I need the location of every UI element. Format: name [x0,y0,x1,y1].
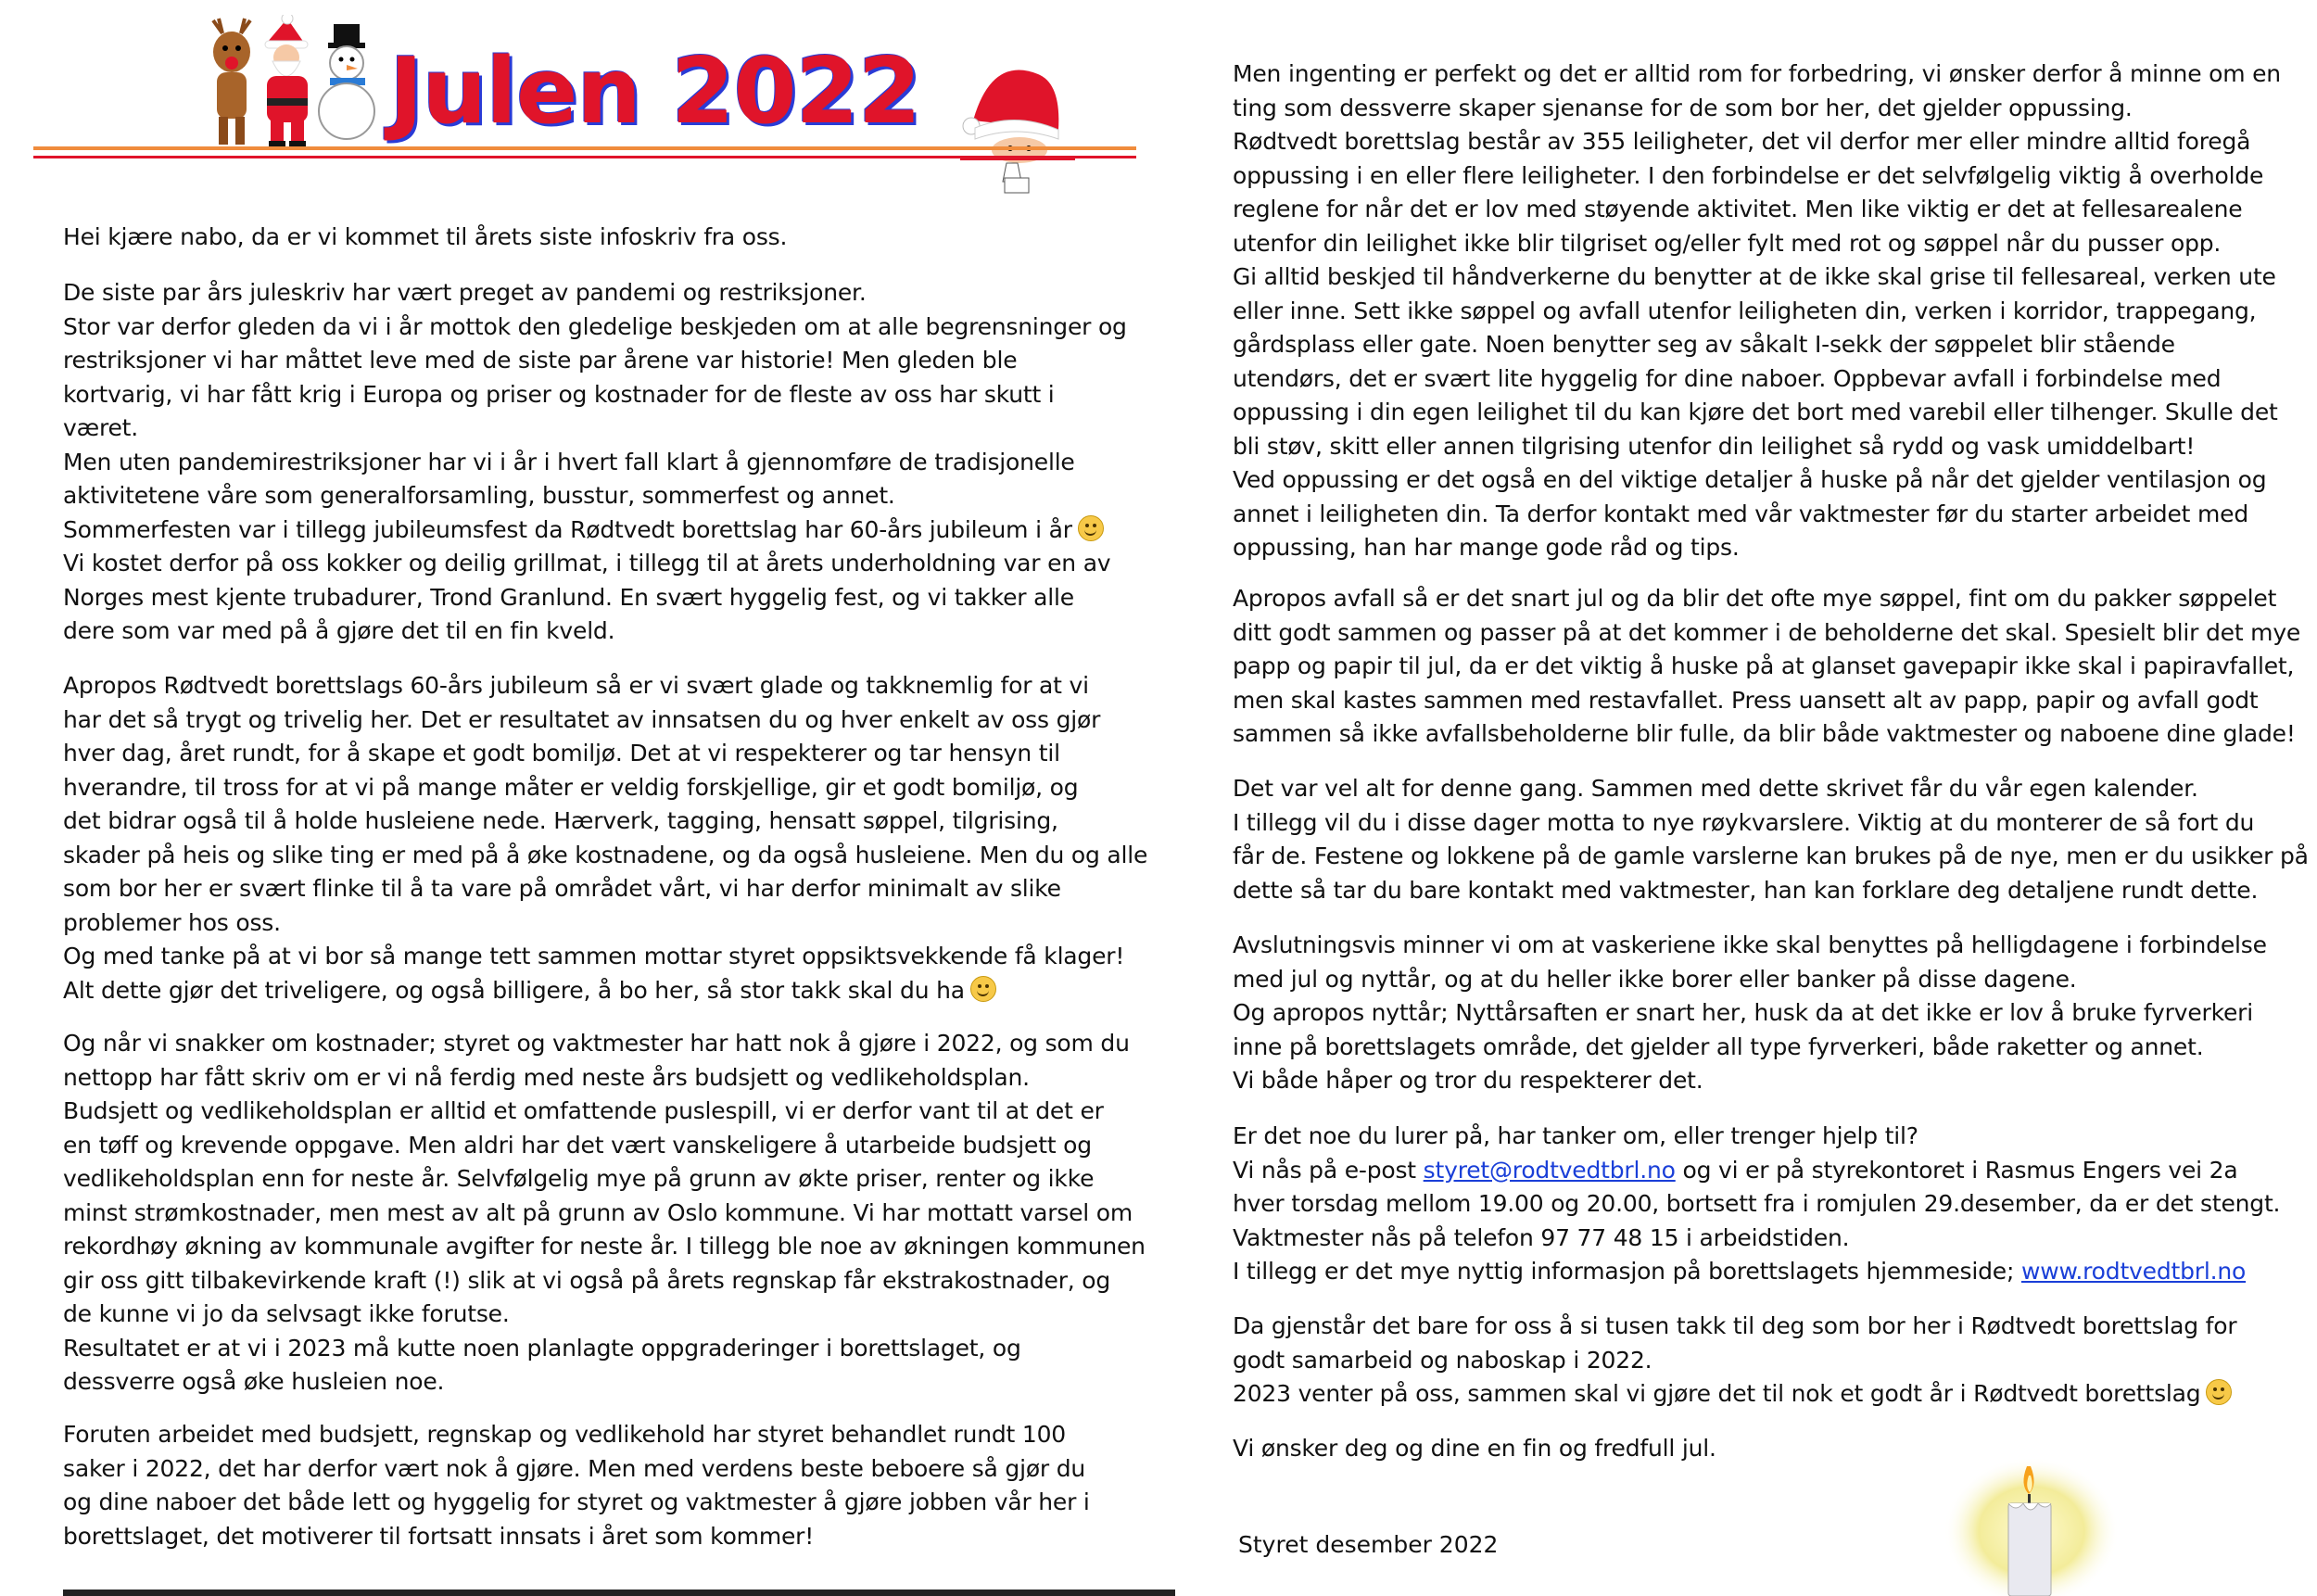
paragraph [1233,929,2267,1098]
line-text: gir oss gitt tilbakevirkende kraft (!) slik at vi også på årets regnskap får ekstrakostnader, og [63,1266,1111,1294]
line-text: de kunne vi jo da selvsagt ikke forutse. [63,1300,510,1327]
footer-rule [63,1590,1175,1596]
contact-line: Er det noe du lurer på, har tanker om, eller trenger hjelp til? [1233,1122,1918,1149]
paragraph-line [63,581,1127,615]
line-text: vedlikeholdsplan enn for neste år. Selvfølgelig mye på grunn av økte priser, renter og ikke [63,1165,1095,1192]
paragraph-line [1233,193,2281,227]
paragraph-line [1233,498,2281,532]
line-text: Vi både håper og tror du respekterer det. [1233,1067,1703,1094]
contact-text: Vi nås på e-post [1233,1156,1424,1184]
line-text: Det var vel alt for denne gang. Sammen med dette skrivet får du vår egen kalender. [1233,775,2198,802]
paragraph-line [63,344,1127,378]
paragraph-line [63,1230,1146,1264]
line-text: Alt dette gjør det triveligere, og også billigere, å bo her, så stor takk skal du ha [63,976,965,1004]
smiley-icon [970,976,996,1002]
paragraph-line [1233,717,2300,752]
line-text: Ved oppussing er det også en del viktige detaljer å huske på når det gjelder ventilasjon og [1233,466,2267,493]
closing-paragraph [1233,1310,2236,1412]
line-text: oppussing i en eller flere leiligheter. I den forbindelse er det selvfølgelig viktig å overholde [1233,161,2264,189]
paragraph-line [63,1061,1146,1096]
paragraph-line [1233,159,2281,194]
line-text: har det så trygt og trivelig her. Det er resultatet av innsatsen du og hver enkelt av oss gjør [63,705,1101,733]
line-text: Norges mest kjente trubadurer, Trond Granlund. En svært hyggelig fest, og vi takker alle [63,583,1074,611]
line-text: rekordhøy økning av kommunale avgifter for neste år. I tillegg ble noe av økningen kommunen [63,1233,1146,1260]
paragraph-line [63,1418,1090,1452]
paragraph-line [63,1520,1090,1554]
contact-line [1233,1154,2280,1188]
paragraph [1233,582,2300,752]
paragraph-line [63,1486,1090,1520]
line-text: det bidrar også til å holde husleiene nede. Hærverk, tagging, hensatt søppel, tilgrising, [63,807,1058,834]
line-text: ditt godt sammen og passer på at det kommer i de beholderne det skal. Spesielt blir det mye [1233,618,2301,646]
line-text: borettslaget, det motiverer til fortsatt innsats i året som kommer! [63,1522,815,1550]
wish-line: Vi ønsker deg og dine en fin og fredfull jul. [1233,1435,1716,1462]
paragraph-line [1233,362,2281,397]
line-text: I tillegg vil du i disse dager motta to nye røykvarslere. Viktig at du monterer de så fort du [1233,808,2255,836]
line-text: Foruten arbeidet med budsjett, regnskap og vedlikehold har styret behandlet rundt 100 [63,1421,1066,1448]
page-title: Julen 2022 [389,39,920,145]
line-text: problemer hos oss. [63,908,281,936]
line-text: oppussing, han har mange gode råd og tips. [1233,534,1740,561]
line-text: ting som dessverre skaper sjenanse for de som bor her, det gjelder oppussing. [1233,94,2133,121]
line-text: utendørs, det er svært lite hyggelig for dine naboer. Oppbevar avfall i forbindelse med [1233,364,2222,392]
header [0,0,1149,195]
line-text: og dine naboer det både lett og hyggelig for styret og vaktmester å gjøre jobben vår her i [63,1488,1090,1515]
paragraph-line [63,974,1147,1008]
closing-line: Da gjenstår det bare for oss å si tusen takk til deg som bor her i Rødtvedt borettslag for [1233,1312,2237,1339]
line-text: Og når vi snakker om kostnader; styret og vaktmester har hatt nok å gjøre i 2022, og som du [63,1030,1130,1057]
contact-text: og vi er på styrekontoret i Rasmus Engers vei 2a [1675,1156,2238,1184]
paragraph [1233,57,2281,565]
paragraph-line [63,703,1147,738]
contact-line: Vaktmester nås på telefon 97 77 48 15 i arbeidstiden. [1233,1223,1850,1251]
line-text: gårdsplass eller gate. Noen benytter seg av såkalt I-sekk der søppelet blir stående [1233,331,2175,358]
line-text: sammen så ikke avfallsbeholderne blir fulle, da blir både vaktmester og naboene dine glade! [1233,720,2296,747]
paragraph-line [63,1452,1090,1487]
line-text: Gi alltid beskjed til håndverkerne du benytter at de ikke skal grise til fellesareal, verken ute [1233,263,2276,290]
line-text: hverandre, til tross for at vi på mange måter er veldig forskjellige, gir et godt bomiljø, og [63,773,1079,801]
paragraph-line [63,839,1147,873]
paragraph-line [1233,260,2281,295]
paragraph-line [1233,684,2300,718]
paragraph-line [1233,295,2281,329]
paragraph [63,1027,1146,1400]
line-text: Men ingenting er perfekt og det er alltid rom for forbedring, vi ønsker derfor å minne om en [1233,60,2281,87]
paragraph-line [63,276,1127,310]
paragraph-line [1233,125,2281,159]
line-text: reglene for når det er lov med støyende aktivitet. Men like viktig er det at fellesarealene [1233,196,2243,222]
line-text: Og med tanke på at vi bor så mange tett sammen mottar styret oppsiktsvekkende få klager! [63,943,1125,969]
paragraph-line [1233,1031,2267,1065]
website-link[interactable]: www.rodtvedtbrl.no [2020,1258,2247,1285]
paragraph-line [63,513,1127,548]
line-text: oppussing i din egen leilighet til du kan kjøre det bort med varebil eller tilhenger. Skulle det [1233,399,2278,425]
paragraph-line [63,1095,1146,1129]
line-text: været. [63,414,139,441]
line-text: annet i leiligheten din. Ta derfor kontakt med vår vaktmester før du starter arbeidet med [1233,500,2249,527]
paragraph-line [1233,806,2309,841]
paragraph-line [1233,463,2281,498]
paragraph-line [63,614,1127,649]
contact-line [1233,1255,2280,1289]
contact-line: hver torsdag mellom 19.00 og 20.00, bortsett fra i romjulen 29.desember, da er det stengt. [1233,1190,2281,1217]
line-text: Resultatet er at vi i 2023 må kutte noen planlagte oppgraderinger i borettslaget, og [63,1334,1021,1362]
paragraph-line [63,804,1147,839]
line-text: Apropos Rødtvedt borettslags 60-års jubileum så er vi svært glade og takknemlig for at vi [63,672,1089,699]
line-text: bli støv, skitt eller annen tilgrising utenfor din leilighet så rydd og vask umiddelbart! [1233,432,2196,460]
line-text: Og apropos nyttår; Nyttårsaften er snart her, husk da at det ikke er lov å bruke fyrverkeri [1233,999,2253,1026]
paragraph-line [63,446,1127,480]
line-text: dessverre også øke husleien noe. [63,1368,445,1395]
paragraph-line [63,1332,1146,1366]
paragraph-line [63,547,1127,581]
reindeer-santa-snowman-icon [195,15,380,152]
paragraph-line [1233,328,2281,362]
smiley-icon [2206,1379,2232,1405]
closing-line: godt samarbeid og naboskap i 2022. [1233,1346,1652,1374]
line-text: får de. Festene og lokkene på de gamle varslerne kan brukes på de nye, men er du usikker på [1233,842,2309,869]
contact-paragraph [1233,1120,2280,1289]
paragraph-line [63,1298,1146,1332]
paragraph-line [1233,772,2309,806]
paragraph-line [1233,1064,2267,1098]
paragraph-line [63,412,1127,446]
header-rule [33,146,1136,150]
paragraph-line [1233,531,2281,565]
closing-line [1233,1377,2236,1412]
paragraph-line [1233,57,2281,92]
paragraph-line [63,1365,1146,1400]
paragraph-line [63,479,1127,513]
paragraph [63,1418,1090,1553]
line-text: inne på borettslagets område, det gjelder all type fyrverkeri, både raketter og annet. [1233,1032,2204,1060]
line-text: Vi kostet derfor på oss kokker og deilig grillmat, i tillegg til at årets underholdning var en av [63,550,1111,576]
line-text: men skal kastes sammen med restavfallet. Press uansett alt av papp, papir og avfall godt [1233,686,2259,714]
line-text: Sommerfesten var i tillegg jubileumsfest da Rødtvedt borettslag har 60-års jubileum i år [63,515,1072,543]
line-text: en tøff og krevende oppgave. Men aldri har det vært vanskeligere å utarbeide budsjett og [63,1131,1092,1159]
paragraph-line [1233,430,2281,464]
candle-icon [1942,1448,2122,1596]
paragraph [63,276,1127,649]
paragraph-line [63,1197,1146,1231]
paragraph-line [63,310,1127,345]
paragraph-line [1233,396,2281,430]
line-text: aktivitetene våre som generalforsamling, busstur, sommerfest og annet. [63,482,895,509]
line-text: Rødtvedt borettslag består av 355 leiligheter, det vil derfor mer eller mindre alltid foregå [1233,128,2251,155]
header-rule-red [33,156,1136,158]
contact-text: I tillegg er det mye nyttig informasjon på borettslagets hjemmeside; [1233,1258,2021,1285]
line-text: papp og papir til jul, da er det viktig å huske på at glanset gavepapir ikke skal i papiravfallet, [1233,652,2295,679]
line-text: dette så tar du bare kontakt med vaktmester, han kan forklare deg detaljene rundt dette. [1233,876,2259,904]
line-text: utenfor din leilighet ikke blir tilgriset og/eller fylt med rot og søppel når du pusser opp. [1233,229,2222,257]
paragraph [1233,772,2309,907]
line-text: kortvarig, vi har fått krig i Europa og priser og kostnader for de fleste av oss har skutt i [63,380,1055,408]
line-text: saker i 2022, det har derfor vært nok å gjøre. Men med verdens beste beboere så gjør du [63,1454,1086,1482]
paragraph-line [63,378,1127,412]
paragraph-line [1233,616,2300,651]
line-text: dere som var med på å gjøre det til en fin kveld. [63,617,615,644]
paragraph-line [63,940,1147,974]
line-text: De siste par års juleskriv har vært preget av pandemi og restriksjoner. [63,279,867,306]
santa-peeking-icon [955,46,1075,204]
paragraph-line [63,669,1147,703]
line-text: Stor var derfor gleden da vi i år mottok den gledelige beskjeden om at alle begrensninger og [63,312,1127,340]
paragraph-line [1233,227,2281,261]
line-text: nettopp har fått skriv om er vi nå ferdig med neste års budsjett og vedlikeholdsplan. [63,1063,1030,1091]
line-text: Budsjett og vedlikeholdsplan er alltid et omfattende puslespill, vi er derfor vant til at det er [63,1097,1104,1124]
line-text: Men uten pandemirestriksjoner har vi i år i hvert fall klart å gjennomføre de tradisjonelle [63,448,1075,475]
paragraph-line [63,221,787,255]
paragraph-line [63,1162,1146,1197]
paragraph-line [1233,963,2267,997]
paragraph-line [63,771,1147,805]
paragraph-line [63,906,1147,941]
line-text: med jul og nyttår, og at du heller ikke borer eller banker på disse dagene. [1233,965,2077,993]
signature: Styret desember 2022 [1238,1531,1499,1558]
line-text: Avslutningsvis minner vi om at vaskeriene ikke skal benyttes på helligdagene i forbindelse [1233,931,2267,958]
email-link[interactable]: styret@rodtvedtbrl.no [1423,1156,1676,1184]
line-text: hver dag, året rundt, for å skape et godt bomiljø. Det at vi respekterer og tar hensyn til [63,740,1060,766]
line-text: Hei kjære nabo, da er vi kommet til årets siste infoskriv fra oss. [63,223,788,250]
paragraph-line [1233,840,2309,874]
paragraph-line [63,737,1147,771]
line-text: Apropos avfall så er det snart jul og da blir det ofte mye søppel, fint om du pakker søppelet [1233,585,2277,612]
paragraph-line [1233,929,2267,963]
paragraph-line [63,872,1147,906]
line-text: restriksjoner vi har måttet leve med de siste par årene var historie! Men gleden ble [63,347,1018,374]
paragraph-line [1233,996,2267,1031]
paragraph-line [1233,650,2300,684]
line-text: skader på heis og slike ting er med på å øke kostnadene, og da også husleiene. Men du og alle [63,841,1148,868]
closing-text: 2023 venter på oss, sammen skal vi gjøre det til nok et godt år i Rødtvedt borettslag [1233,1380,2201,1407]
paragraph-line [1233,874,2309,908]
paragraph-line [63,1264,1146,1298]
paragraph-line [1233,92,2281,126]
line-text: minst strømkostnader, men mest av alt på grunn av Oslo kommune. Vi har mottatt varsel om [63,1198,1133,1226]
paragraph [63,669,1147,1007]
paragraph-line [63,1027,1146,1061]
line-text: som bor her er svært flinke til å ta vare på området vårt, vi har derfor minimalt av slike [63,875,1061,902]
paragraph [63,221,787,255]
paragraph-line [1233,582,2300,616]
smiley-icon [1078,515,1104,541]
paragraph-line [63,1129,1146,1163]
line-text: eller inne. Sett ikke søppel og avfall utenfor leiligheten din, verken i korridor, trappegang, [1233,297,2257,324]
